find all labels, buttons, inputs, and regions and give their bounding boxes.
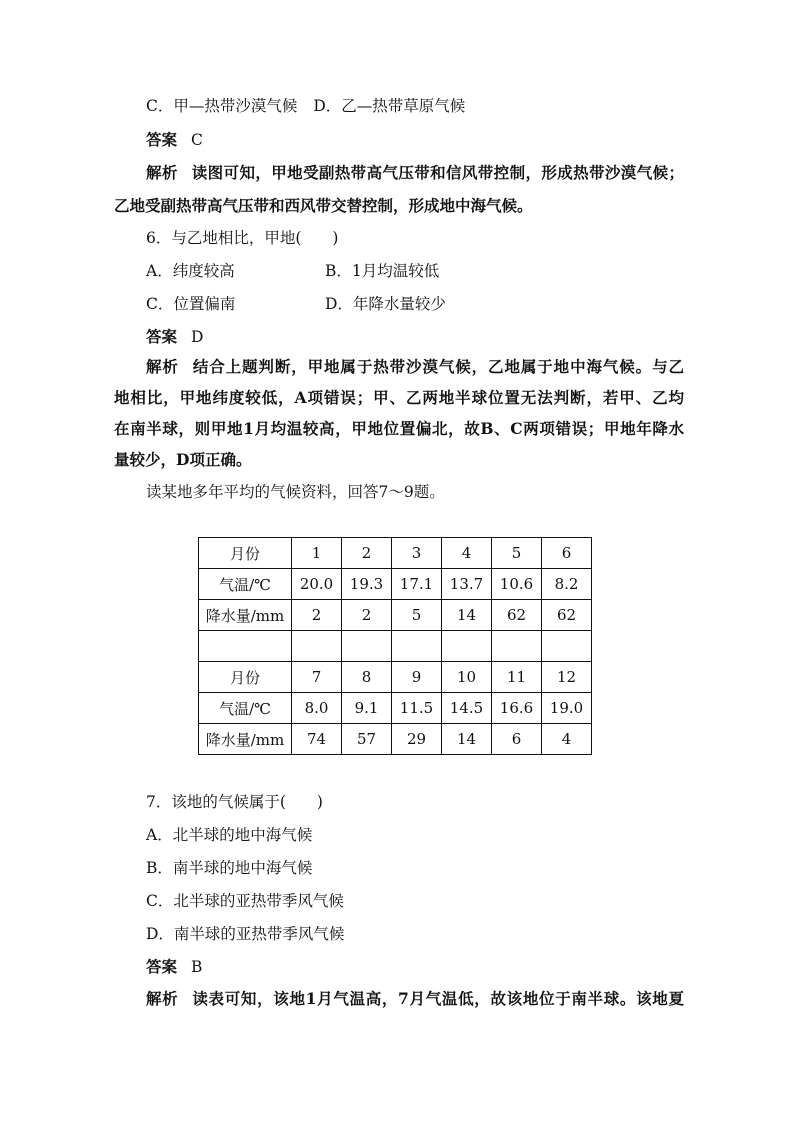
table-cell: 6 — [542, 538, 592, 569]
q6-analysis-line-4: 量较少，D项正确。 — [114, 450, 252, 469]
table-row-header: 气温/℃ — [199, 693, 292, 724]
table-cell: 8.2 — [542, 569, 592, 600]
q5-analysis-line-2 — [114, 196, 533, 216]
q7-option-b: B．南半球的地中海气候 — [146, 859, 313, 877]
table-cell: 9.1 — [342, 693, 392, 724]
table-cell: 19.3 — [342, 569, 392, 600]
table-cell: 17.1 — [392, 569, 442, 600]
q5-option-d: D．乙—热带草原气候 — [313, 97, 466, 115]
answer-label: 答案 — [146, 130, 178, 149]
table-cell: 7 — [292, 662, 342, 693]
table-row — [199, 600, 592, 631]
q6-analysis-line-2: 地相比，甲地纬度较低，A项错误；甲、乙两地半球位置无法判断，若甲、乙均 — [114, 388, 684, 407]
table-cell: 19.0 — [542, 693, 592, 724]
q6-analysis-line-3: 在南半球，则甲地1月均温较高，甲地位置偏北，故B、C两项错误；甲地年降水 — [114, 419, 684, 438]
table-intro: 读某地多年平均的气候资料，回答7～9题。 — [146, 483, 445, 501]
table-cell: 5 — [492, 538, 542, 569]
q6-option-a: A．纬度较高 — [146, 262, 235, 280]
table-row-header — [199, 631, 292, 662]
table-row-header: 气温/℃ — [199, 569, 292, 600]
q7-option-d: D．南半球的亚热带季风气候 — [146, 925, 345, 943]
analysis-label: 解析 — [146, 357, 179, 376]
q7-analysis-line-1 — [146, 989, 684, 1009]
table-row — [199, 662, 592, 693]
table-cell: 62 — [542, 600, 592, 631]
q5-answer — [146, 130, 203, 150]
table-cell: 57 — [342, 724, 392, 755]
table-cell: 13.7 — [442, 569, 492, 600]
table-row — [199, 538, 592, 569]
answer-value: B — [191, 958, 203, 976]
analysis-text: 乙地受副热带高气压带和西风带交替控制，形成地中海气候。 — [114, 196, 533, 215]
analysis-label: 解析 — [146, 989, 179, 1008]
table-cell: 74 — [292, 724, 342, 755]
table-cell: 20.0 — [292, 569, 342, 600]
table-cell: 14 — [442, 724, 492, 755]
q7-option-c: C．北半球的亚热带季风气候 — [146, 892, 344, 910]
table-cell: 4 — [542, 724, 592, 755]
table-cell: 9 — [392, 662, 442, 693]
q7-answer — [146, 957, 202, 977]
table-cell — [342, 631, 392, 662]
table-cell: 8.0 — [292, 693, 342, 724]
table-cell — [492, 631, 542, 662]
table-cell: 29 — [392, 724, 442, 755]
q6-option-c: C．位置偏南 — [146, 295, 236, 313]
q6-analysis-line-1 — [146, 357, 684, 377]
table-cell: 2 — [342, 600, 392, 631]
table-cell: 16.6 — [492, 693, 542, 724]
q6-answer — [146, 327, 203, 347]
table-cell: 12 — [542, 662, 592, 693]
table-cell: 3 — [392, 538, 442, 569]
table-row — [199, 569, 592, 600]
table-cell: 11.5 — [392, 693, 442, 724]
analysis-label: 解析 — [146, 163, 178, 182]
table-cell: 6 — [492, 724, 542, 755]
table-cell — [392, 631, 442, 662]
table-cell: 62 — [492, 600, 542, 631]
analysis-text: 读表可知，该地1月气温高，7月气温低，故该地位于南半球。该地夏 — [192, 989, 684, 1008]
table-cell — [542, 631, 592, 662]
answer-value: D — [191, 328, 204, 346]
table-row-header: 月份 — [199, 662, 292, 693]
table-cell: 10 — [442, 662, 492, 693]
table-row-header: 降水量/mm — [199, 724, 292, 755]
table-row-header: 降水量/mm — [199, 600, 292, 631]
q6-stem: 6．与乙地相比，甲地( ) — [146, 229, 339, 247]
table-cell: 2 — [292, 600, 342, 631]
table-row-header: 月份 — [199, 538, 292, 569]
q6-option-d: D．年降水量较少 — [325, 295, 446, 313]
table-cell: 2 — [342, 538, 392, 569]
table-cell: 10.6 — [492, 569, 542, 600]
answer-value: C — [191, 131, 203, 149]
analysis-text: 结合上题判断，甲地属于热带沙漠气候，乙地属于地中海气候。与乙 — [192, 357, 684, 376]
answer-label: 答案 — [146, 957, 178, 976]
table-cell: 8 — [342, 662, 392, 693]
table-row — [199, 631, 592, 662]
answer-label: 答案 — [146, 327, 178, 346]
analysis-text: 读图可知，甲地受副热带高气压带和信风带控制，形成热带沙漠气候； — [191, 163, 684, 182]
table-cell: 14.5 — [442, 693, 492, 724]
climate-table — [198, 537, 592, 755]
q5-options — [146, 96, 465, 116]
q7-option-a: A．北半球的地中海气候 — [146, 826, 313, 844]
q7-stem: 7．该地的气候属于( ) — [146, 793, 323, 811]
table-row — [199, 693, 592, 724]
table-cell — [292, 631, 342, 662]
table-cell: 5 — [392, 600, 442, 631]
table-cell: 1 — [292, 538, 342, 569]
q5-analysis-line-1 — [146, 163, 684, 183]
q6-option-b: B．1月均温较低 — [325, 262, 440, 280]
table-cell — [442, 631, 492, 662]
table-cell: 11 — [492, 662, 542, 693]
table-row — [199, 724, 592, 755]
q5-option-c: C．甲—热带沙漠气候 — [146, 97, 298, 115]
table-cell: 4 — [442, 538, 492, 569]
table-cell: 14 — [442, 600, 492, 631]
